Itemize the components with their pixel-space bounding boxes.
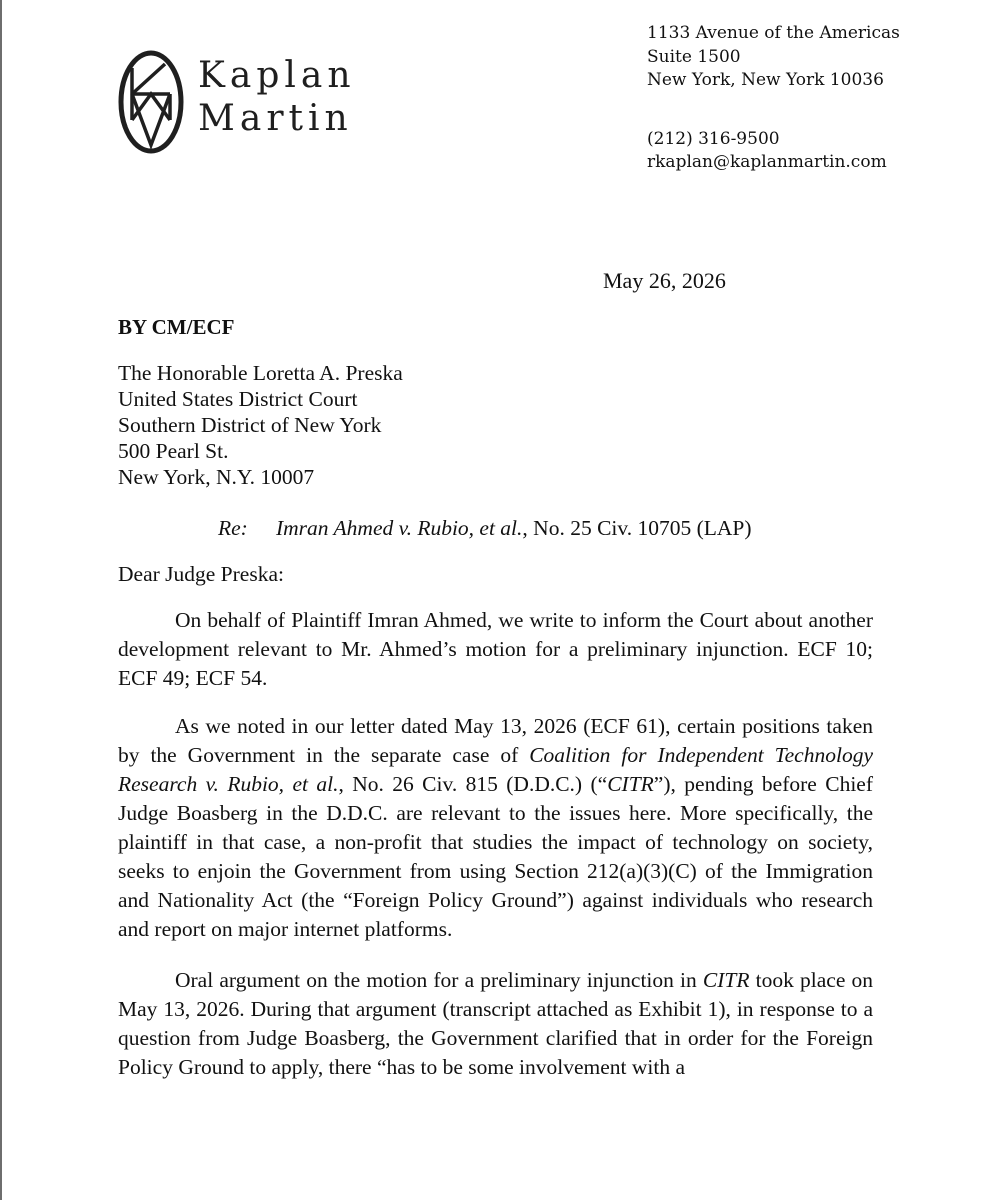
- address-line1: 1133 Avenue of the Americas: [647, 23, 900, 43]
- letterhead-contact-block: [647, 22, 900, 175]
- firm-name: [198, 54, 356, 140]
- addressee-line1: The Honorable Loretta A. Preska: [118, 361, 403, 385]
- body-paragraph-1: On behalf of Plaintiff Imran Ahmed, we write to inform the Court about another development relevant to Mr. Ahmed’s motion for a preliminary injunction. ECF 10; ECF 49; ECF 54.: [118, 608, 873, 690]
- salutation: Dear Judge Preska:: [118, 562, 284, 586]
- re-label: Re:: [218, 516, 248, 540]
- paragraph-2-text-a: As we noted in our letter dated May 13, 2026 (ECF 61), certain positions taken by the Government in the separate case of: [118, 714, 873, 767]
- paragraph-2-short-name: CITR: [607, 772, 654, 796]
- address-line3: New York, New York 10036: [647, 70, 884, 90]
- body-paragraph-3: [118, 966, 873, 1082]
- letter-date: May 26, 2026: [603, 268, 726, 293]
- page-left-edge: [0, 0, 2, 1200]
- firm-logo: [118, 50, 378, 154]
- delivery-method: BY CM/ECF: [118, 315, 235, 339]
- re-line: [218, 516, 752, 541]
- firm-name-line1: Kaplan: [198, 55, 356, 96]
- addressee-line2: United States District Court: [118, 387, 358, 411]
- addressee-line5: New York, N.Y. 10007: [118, 465, 315, 489]
- firm-name-line2: Martin: [198, 98, 353, 139]
- paragraph-2-text-b: , No. 26 Civ. 815 (D.D.C.) (“: [338, 772, 608, 796]
- addressee-line4: 500 Pearl St.: [118, 439, 229, 463]
- body-paragraph-2: [118, 712, 873, 944]
- phone-number: (212) 316-9500: [647, 128, 780, 149]
- paragraph-3-text-a: Oral argument on the motion for a preliminary injunction in: [175, 968, 703, 992]
- paragraph-2-case-citation: Coalition for Independent Technology Research v. Rubio, et al.: [118, 743, 873, 796]
- email-address: rkaplan@kaplanmartin.com: [647, 152, 887, 172]
- paragraph-3-short-name: CITR: [702, 968, 750, 992]
- case-name: Imran Ahmed v. Rubio, et al.: [276, 516, 523, 540]
- case-number: , No. 25 Civ. 10705 (LAP): [522, 516, 752, 540]
- paragraph-2-text-c: ”), pending before Chief Judge Boasberg in the D.D.C. are relevant to the issues here. More specifically, the plaintiff in that case, a non-profit that studies the impact of technology on society, seeks to enjoin the Government from using Section 212(a)(3)(C) of the Immigration and Nationality Act (the “Foreign Policy Ground”) against individuals who research and report on major internet platforms.: [118, 772, 874, 941]
- addressee-line3: Southern District of New York: [118, 413, 382, 437]
- address-line2: Suite 1500: [647, 46, 741, 67]
- paragraph-3-text-b: took place on May 13, 2026. During that argument (transcript attached as Exhibit 1), in response to a question from Judge Boasberg, the Government clarified that in order for the Foreign Policy Ground to apply, there “has to be some involvement with a: [118, 968, 874, 1079]
- kaplan-martin-logo-icon: [118, 50, 184, 154]
- addressee-block: [118, 360, 403, 490]
